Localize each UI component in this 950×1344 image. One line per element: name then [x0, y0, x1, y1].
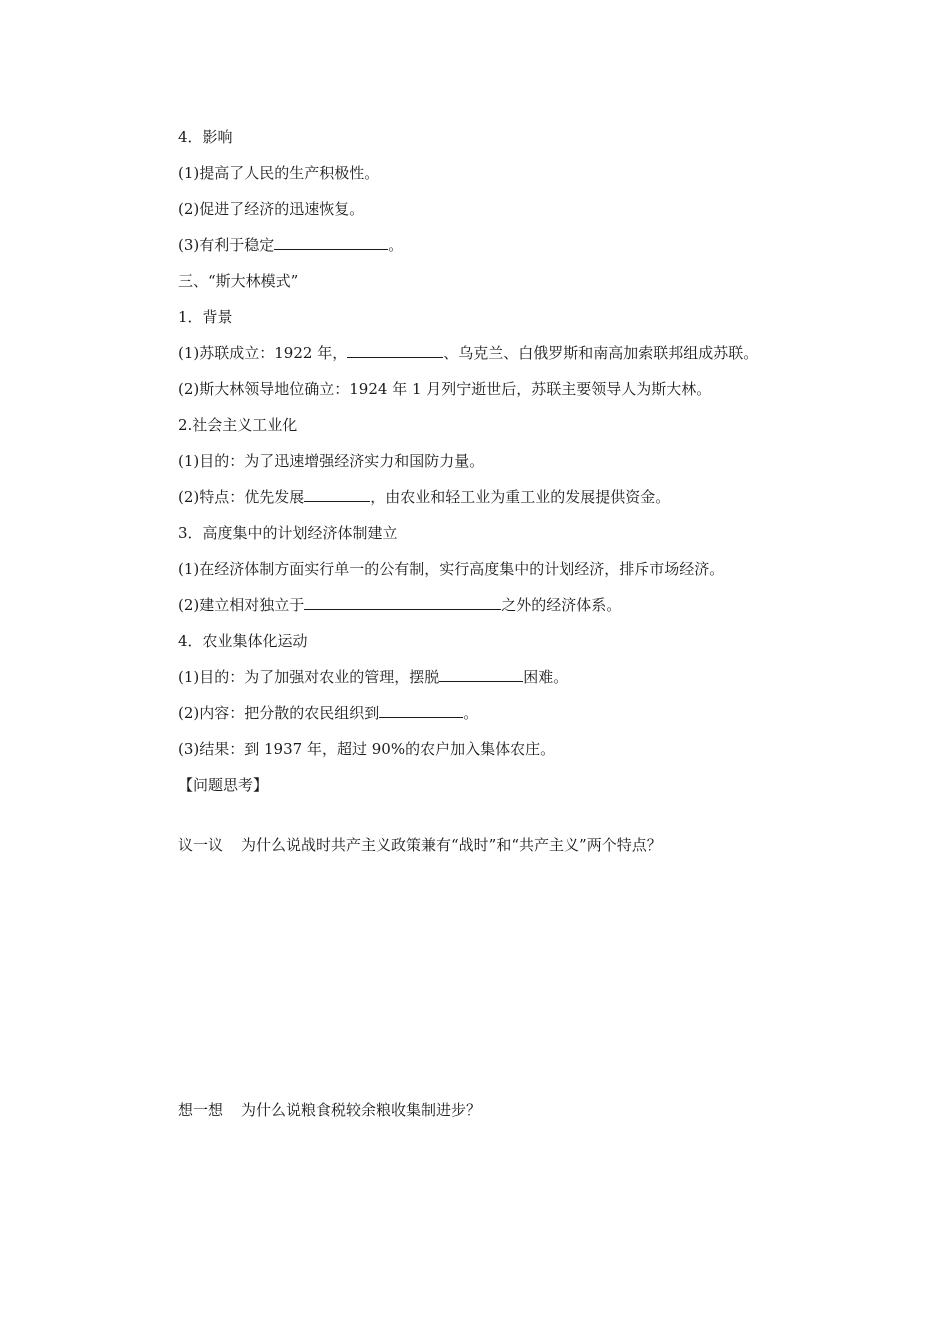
- collectivization-item-3: [178, 739, 555, 759]
- item-text: (1)目的：为了加强对农业的管理，摆脱: [178, 668, 440, 686]
- item-text: (1)提高了人民的生产积极性。: [178, 164, 380, 182]
- item-text: (2)特点：优先发展: [178, 488, 305, 506]
- section-heading-background: [178, 307, 233, 327]
- item-text: (2)斯大林领导地位确立：1924 年 1 月列宁逝世后，苏联主要领导人为斯大林。: [178, 380, 712, 398]
- heading-text: 4．农业集体化运动: [178, 632, 308, 650]
- fill-blank[interactable]: [379, 703, 463, 718]
- section-heading-industrialization: [178, 415, 297, 435]
- industrialization-item-1: [178, 451, 484, 471]
- question-discuss: [178, 835, 662, 855]
- item-text: 之外的经济体系。: [501, 596, 622, 614]
- item-text: 。: [463, 704, 479, 722]
- item-text: (1)在经济体制方面实行单一的公有制，实行高度集中的计划经济，排斥市场经济。: [178, 560, 725, 578]
- item-text: (3)有利于稳定: [178, 236, 275, 254]
- item-text: 、乌克兰、白俄罗斯和南高加索联邦组成苏联。: [443, 344, 759, 362]
- impact-item-1: [178, 163, 379, 183]
- collectivization-item-2: [178, 703, 478, 723]
- fill-blank[interactable]: [274, 235, 388, 250]
- item-text: (2)内容：把分散的农民组织到: [178, 704, 380, 722]
- question-label: 议一议: [178, 836, 224, 854]
- background-item-1: [178, 343, 758, 363]
- questions-heading: [178, 775, 268, 795]
- industrialization-item-2: [178, 487, 670, 507]
- question-label: 想一想: [178, 1101, 224, 1119]
- question-text: 为什么说粮食税较余粮收集制进步？: [241, 1101, 482, 1119]
- heading-text: 3．高度集中的计划经济体制建立: [178, 524, 398, 542]
- planned-economy-item-1: [178, 559, 724, 579]
- heading-text: 4．影响: [178, 128, 233, 146]
- section-heading-collectivization: [178, 631, 308, 651]
- item-text: (2)建立相对独立于: [178, 596, 305, 614]
- heading-text: 三、“斯大林模式”: [178, 272, 299, 290]
- fill-blank[interactable]: [304, 487, 370, 502]
- question-think: [178, 1100, 481, 1120]
- fill-blank[interactable]: [439, 667, 523, 682]
- impact-item-3: [178, 235, 403, 255]
- section-heading-impact: [178, 127, 233, 147]
- planned-economy-item-2: [178, 595, 621, 615]
- fill-blank[interactable]: [347, 343, 443, 358]
- item-text: (1)苏联成立：1922 年，: [178, 344, 348, 362]
- section-heading-planned-economy: [178, 523, 398, 543]
- item-text: 困难。: [523, 668, 569, 686]
- collectivization-item-1: [178, 667, 568, 687]
- heading-text: 1．背景: [178, 308, 233, 326]
- item-text: (2)促进了经济的迅速恢复。: [178, 200, 365, 218]
- item-text: (3)结果：到 1937 年，超过 90%的农户加入集体农庄。: [178, 740, 556, 758]
- item-text: (1)目的：为了迅速增强经济实力和国防力量。: [178, 452, 485, 470]
- item-text: ，由农业和轻工业为重工业的发展提供资金。: [370, 488, 671, 506]
- item-text: 。: [388, 236, 404, 254]
- question-text: 为什么说战时共产主义政策兼有“战时”和“共产主义”两个特点？: [241, 836, 662, 854]
- heading-text: 【问题思考】: [178, 776, 269, 794]
- impact-item-2: [178, 199, 364, 219]
- background-item-2: [178, 379, 711, 399]
- part-heading-stalin-model: [178, 271, 298, 291]
- fill-blank[interactable]: [304, 595, 501, 610]
- heading-text: 2.社会主义工业化: [178, 416, 298, 434]
